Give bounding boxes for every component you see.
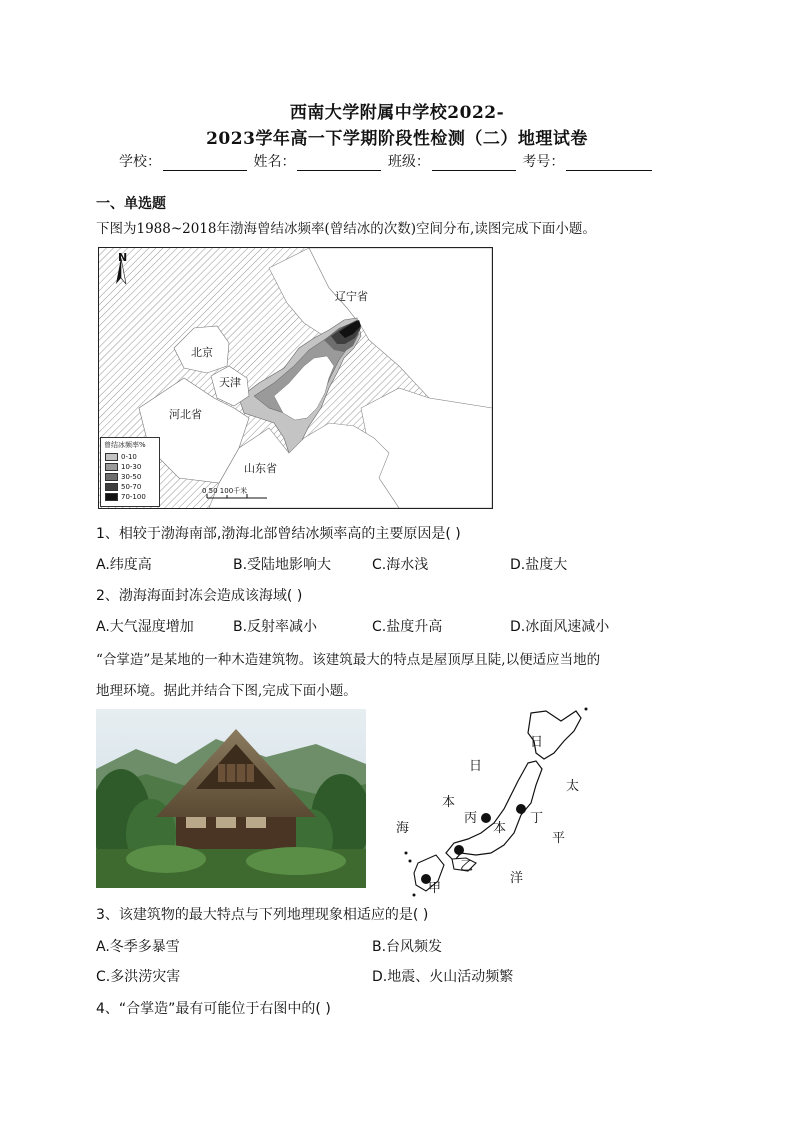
legend-label: 50-70: [121, 483, 142, 491]
gassho-house-photo: [96, 709, 366, 888]
label-hebei: 河北省: [169, 408, 202, 421]
legend-swatch: [105, 453, 118, 461]
label-ri-island: 日: [530, 735, 544, 750]
japan-map-svg: [396, 703, 596, 898]
label-tai: 太: [566, 779, 580, 794]
q2-option-d[interactable]: D.冰面风速减小: [510, 619, 610, 635]
q1-option-b[interactable]: B.受陆地影响大: [233, 557, 332, 573]
point-bing: [481, 813, 491, 823]
legend-row: [105, 472, 159, 482]
exam-title-line1: 西南大学附属中学校2022-: [289, 103, 505, 123]
q3-option-c[interactable]: C.多洪涝灾害: [96, 969, 181, 985]
q3-option-d[interactable]: D.地震、火山活动频繁: [372, 969, 514, 985]
label-jia: 甲: [428, 881, 442, 896]
label-shandong: 山东省: [244, 462, 277, 475]
number-blank[interactable]: [566, 156, 652, 171]
scale-label: 0 50 100千米: [202, 487, 248, 495]
label-bing: 丙: [464, 811, 478, 826]
legend-row: [105, 492, 159, 502]
q1-option-a[interactable]: A.纬度高: [96, 557, 152, 573]
legend-label: 10-30: [121, 463, 142, 471]
legend-row: [105, 462, 159, 472]
q2-option-c[interactable]: C.盐度升高: [372, 619, 443, 635]
japan-map: [396, 703, 596, 898]
legend-swatch: [105, 493, 118, 501]
name-blank[interactable]: [297, 156, 381, 171]
point-ding: [516, 804, 526, 814]
label-hai: 海: [396, 821, 410, 836]
q1-stem: 1、相较于渤海南部,渤海北部曾结冰频率高的主要原因是( ): [96, 526, 461, 542]
point-yi: [454, 845, 464, 855]
q1-option-d[interactable]: D.盐度大: [510, 557, 568, 573]
legend-swatch: [105, 483, 118, 491]
passage-line1: “合掌造”是某地的一种木造建筑物。该建筑最大的特点是屋顶厚且陡,以便适应当地的: [96, 652, 601, 668]
legend-title: 曾结冰频率%: [104, 441, 146, 449]
label-yi: 乙: [460, 859, 474, 874]
legend-swatch: [105, 463, 118, 471]
label-ben-island: 本: [493, 821, 507, 836]
number-label: 考号：: [522, 154, 565, 170]
legend-row: [105, 452, 159, 462]
q3-option-a[interactable]: A.冬季多暴雪: [96, 939, 180, 955]
gassho-house-illustration: [96, 709, 366, 888]
school-blank[interactable]: [163, 156, 247, 171]
label-yang: 洋: [510, 871, 524, 886]
school-label: 学校：: [119, 154, 161, 170]
label-beijing: 北京: [191, 346, 213, 359]
q4-stem: 4、“合掌造”最有可能位于右图中的( ): [96, 1001, 331, 1017]
legend-label: 70-100: [121, 493, 146, 501]
section-heading: 一、单选题: [96, 196, 166, 212]
legend-label: 30-50: [121, 473, 142, 481]
ice-frequency-legend: [100, 437, 160, 507]
q2-option-b[interactable]: B.反射率减小: [233, 619, 318, 635]
north-label: N: [118, 251, 128, 264]
q1-option-c[interactable]: C.海水浅: [372, 557, 429, 573]
legend-row: [105, 482, 159, 492]
student-info-line: [119, 151, 654, 171]
q2-stem: 2、渤海海面封冻会造成该海域( ): [96, 588, 303, 604]
legend-swatch: [105, 473, 118, 481]
label-ben-vertical: 本: [442, 795, 456, 810]
label-ping: 平: [552, 831, 566, 846]
class-label: 班级：: [387, 154, 430, 170]
exam-title-line2: 2023学年高一下学期阶段性检测（二）地理试卷: [206, 129, 588, 149]
label-ri-vertical: 日: [469, 759, 483, 774]
legend-label: 0-10: [121, 453, 137, 461]
class-blank[interactable]: [432, 156, 516, 171]
q3-stem: 3、该建筑物的最大特点与下列地理现象相适应的是( ): [96, 907, 429, 923]
label-ding: 丁: [530, 811, 544, 826]
label-tianjin: 天津: [219, 376, 241, 389]
passage-line2: 地理环境。据此并结合下图,完成下面小题。: [96, 683, 357, 699]
q3-option-b[interactable]: B.台风频发: [372, 939, 443, 955]
section-intro: 下图为1988~2018年渤海曾结冰频率(曾结冰的次数)空间分布,读图完成下面小题。: [96, 221, 596, 237]
q2-option-a[interactable]: A.大气湿度增加: [96, 619, 194, 635]
name-label: 姓名：: [253, 154, 296, 170]
label-liaoning: 辽宁省: [335, 290, 368, 303]
